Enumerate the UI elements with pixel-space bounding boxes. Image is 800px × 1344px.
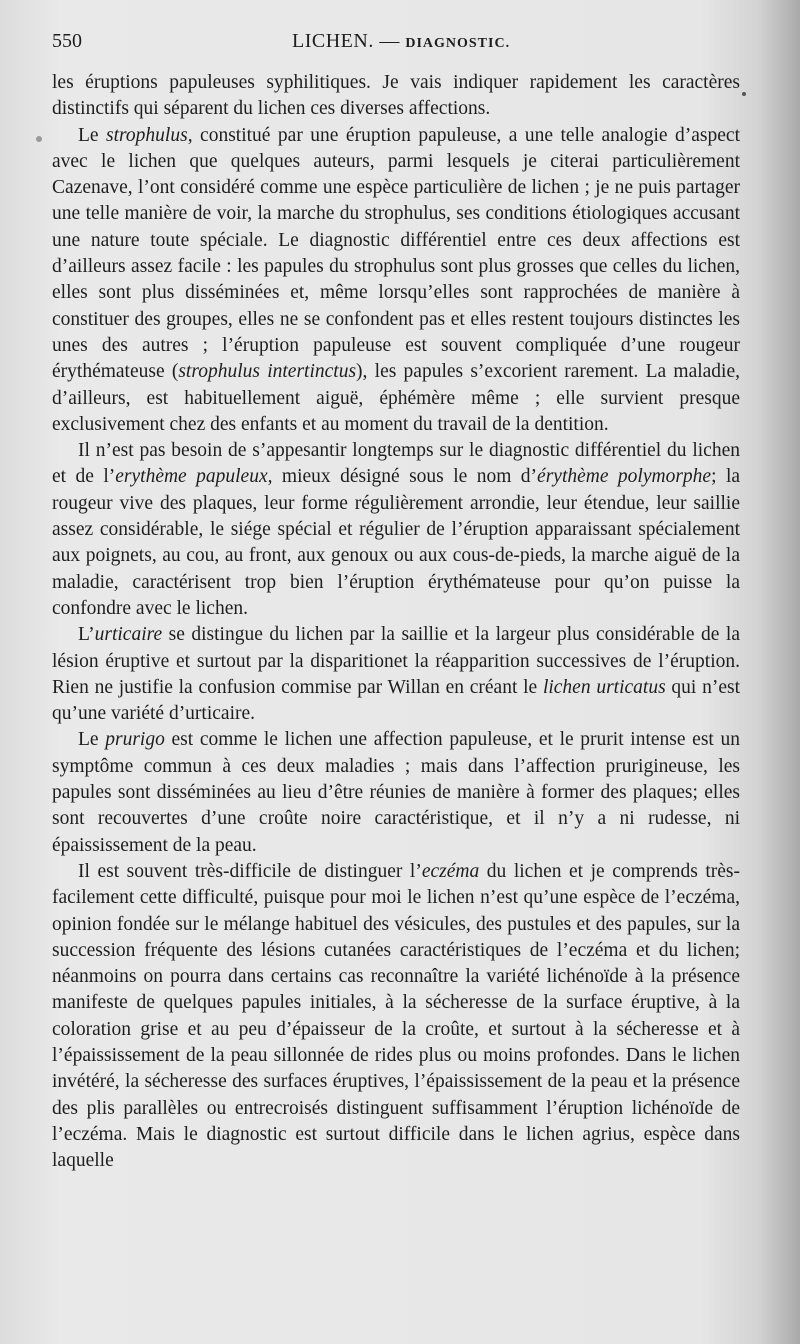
text-run: ), les papules s’excorient rarement. La maladie, d’ailleurs, est habituellement aiguë, éphémère même ; elle survient presque exclusivement chez des enfants et au moment du travail de la dentition. — [52, 361, 740, 435]
text-run: les éruptions papuleuses syphilitiques. Je vais indiquer rapidement les caractères distinctifs qui séparent du lichen ces diverses affections. — [52, 72, 740, 120]
margin-mark — [742, 92, 746, 96]
text-run: , mieux désigné sous le nom d’ — [267, 466, 538, 488]
running-title-main: LICHEN. — [292, 30, 374, 52]
paragraph — [52, 727, 740, 858]
paragraph — [52, 859, 740, 1175]
page-number: 550 — [52, 30, 82, 52]
paragraph — [52, 622, 740, 727]
running-title-sub: DIAGNOSTIC. — [405, 36, 511, 51]
italic-term: strophulus intertinctus — [178, 361, 357, 383]
text-run: qui n’est qu’une variété d’urticaire. — [52, 676, 740, 725]
text-run: Il est souvent très-difficile de distinguer l’ — [78, 860, 422, 882]
paragraph — [52, 123, 740, 439]
italic-term: érythème polymorphe — [537, 466, 712, 488]
running-title-dash: — — [379, 30, 400, 52]
text-run: Le — [78, 124, 107, 146]
italic-term: urticaire — [94, 624, 163, 646]
text-run: est comme le lichen une affection papuleuse, et le prurit intense est un symptôme commun à ces deux maladies ; mais dans l’affection prurigineuse, les papules sont disséminées au lieu d’être réunies de manière à former des plaques; elles sont recouvertes d’une croûte noire caractéristique, et il n’y a ni rudesse, ni épaississement de la peau. — [52, 729, 740, 856]
text-run: L’ — [78, 624, 95, 646]
running-head — [52, 30, 740, 60]
italic-term: eczéma — [421, 860, 480, 882]
margin-mark — [36, 136, 42, 142]
italic-term: lichen urticatus — [542, 676, 666, 698]
text-run: Le — [78, 729, 106, 751]
text-run: du lichen et je comprends très-facilement cette difficulté, puisque pour moi le lichen n’est qu’une espèce de l’eczéma, opinion fondée sur le mélange habituel des vésicules, des pustules et des papules, sur la succession fréquente des lésions cutanées caractéristiques de l’eczéma et du lichen; néanmoins on pourra dans certains cas reconnaître la variété lichénoïde à la présence manifeste de quelques papules initiales, à la sécheresse de la surface éruptive, à la coloration grise et au peu d’épaisseur de la croûte, et surtout à la sécheresse et à l’épaississement de la peau sillonnée de rides plus ou moins profondes. Dans le lichen invétéré, la sécheresse des surfaces éruptives, l’épaississement de la peau et la présence des plis parallèles ou entrecroisés distinguent suffisamment l’éruption lichénoïde de l’eczéma. Mais le diagnostic est surtout difficile dans le lichen agrius, espèce dans laquelle — [52, 860, 741, 1172]
italic-term: prurigo — [105, 729, 165, 751]
body-text — [52, 70, 740, 1174]
text-run: se distingue du lichen par la saillie et la largeur plus considérable de la lésion éruptive et surtout par la disparitionet la réapparition successives de l’éruption. Rien ne justifie la confusion commise par Willan en créant le — [52, 624, 740, 698]
italic-term: strophulus — [106, 124, 188, 146]
italic-term: erythème papuleux — [115, 466, 268, 488]
running-title — [292, 30, 510, 53]
text-run: ; la rougeur vive des plaques, leur forme régulièrement arrondie, leur étendue, leur saillie assez considérable, le siége spécial et régulier de l’éruption apparaissant spécialement aux poignets, au cou, au front, aux genoux ou aux cous-de-pieds, la marche aiguë de la maladie, caractérisent trop bien l’éruption érythémateuse pour qu’on puisse la confondre avec le lichen. — [52, 466, 741, 619]
paragraph — [52, 70, 740, 123]
text-run: Il n’est pas besoin de s’appesantir longtemps sur le diagnostic différentiel du lichen et de l’ — [52, 440, 740, 488]
paragraph — [52, 438, 740, 622]
text-run: , constitué par une éruption papuleuse, a une telle analogie d’aspect avec le lichen que quelques auteurs, parmi lesquels je citerai particulièrement Cazenave, l’ont considéré comme une espèce particulière de lichen ; je ne puis partager une telle manière de voir, la marche du strophulus, ses conditions étiologiques accusant une nature toute spéciale. Le diagnostic différentiel entre ces deux affections est d’ailleurs assez facile : les papules du strophulus sont plus grosses que celles du lichen, elles sont plus disséminées et, même lorsqu’elles sont rapprochées de manière à constituer des groupes, elles ne se confondent pas et elles restent toujours distinctes les unes des autres ; l’éruption papuleuse est souvent compliquée d’une rougeur érythémateuse ( — [52, 124, 740, 383]
